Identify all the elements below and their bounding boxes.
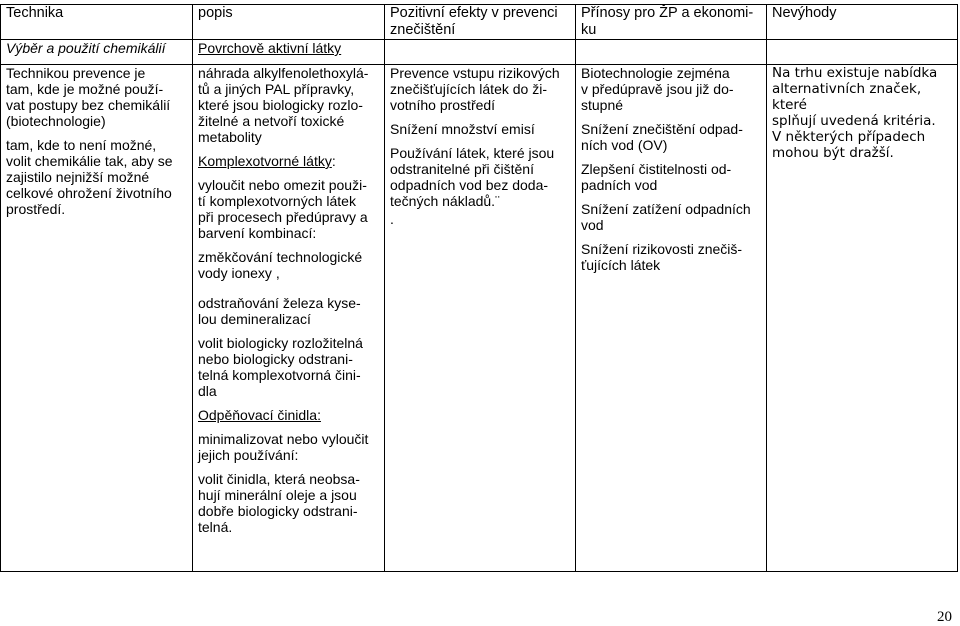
popis-cell bbox=[193, 65, 385, 572]
header-row bbox=[1, 5, 958, 40]
pozitivni-text-1: Prevence vstupu rizikových znečišťujících látek do ži- votního prostředí bbox=[390, 65, 560, 113]
nevyhody-text-1: Na trhu existuje nabídka alternativních značek, které splňují uvedená kritéria. V některých případech mohou být dražší. bbox=[772, 65, 938, 161]
subheader-empty-5 bbox=[767, 40, 958, 65]
pozitivni-cell bbox=[385, 65, 576, 572]
header-technika: Technika bbox=[1, 5, 193, 40]
header-popis: popis bbox=[193, 5, 385, 40]
popis-komplexotvorne-label: Komplexotvorné látky bbox=[198, 153, 332, 169]
subheader-empty-4 bbox=[576, 40, 767, 65]
popis-text-6: volit biologicky rozložitelná nebo biologicky odstrani- telná komplexotvorná čini- dla bbox=[198, 335, 363, 399]
prinosy-text-4: Snížení zatížení odpadních vod bbox=[581, 201, 751, 233]
subheader-pal-label: Povrchově aktivní látky bbox=[198, 40, 342, 56]
popis-text-1: náhrada alkylfenolethoxylá- tů a jiných PAL přípravky, které jsou biologicky rozlo- žitelné a netvoří toxické metabolity bbox=[198, 65, 369, 145]
content-row bbox=[1, 65, 958, 572]
prinosy-text-2: Snížení znečištění odpad- ních vod (OV) bbox=[581, 121, 743, 153]
pozitivni-text-3: Používání látek, které jsou odstranitelné při čištění odpadních vod bez doda- tečných nákladů.¨ bbox=[390, 145, 555, 209]
bat-table bbox=[0, 4, 958, 572]
popis-text-8: minimalizovat nebo vyloučit jejich používání: bbox=[198, 431, 369, 463]
header-pozitivni-efekty: Pozitivní efekty v prevenci znečištění bbox=[385, 5, 576, 40]
popis-text-9: volit činidla, která neobsa- hují minerální oleje a jsou dobře biologicky odstrani- telná. bbox=[198, 471, 360, 535]
subheader-vyber-chemikalii: Výběr a použití chemikálií bbox=[1, 40, 193, 65]
prinosy-text-3: Zlepšení čistitelnosti od- padních vod bbox=[581, 161, 732, 193]
technika-text-1: Technikou prevence je tam, kde je možné použí- vat postupy bez chemikálií (biotechnologie) bbox=[6, 65, 171, 129]
popis-text-3: vyloučit nebo omezit použi- tí komplexotvorných látek při procesech předúpravy a barvení kombinací: bbox=[198, 177, 368, 241]
nevyhody-cell bbox=[767, 65, 958, 572]
prinosy-text-5: Snížení rizikovosti znečiš- ťujících látek bbox=[581, 241, 743, 273]
prinosy-text-1: Biotechnologie zejména v předúpravě jsou již do- stupné bbox=[581, 65, 734, 113]
pozitivni-text-2: Snížení množství emisí bbox=[390, 121, 535, 137]
popis-komplexotvorne-colon: : bbox=[331, 153, 336, 169]
popis-odpenovaci-label: Odpěňovací činidla: bbox=[198, 407, 321, 423]
popis-text-5: odstraňování železa kyse- lou demineralizací bbox=[198, 295, 361, 327]
subheader-row bbox=[1, 40, 958, 65]
page-number: 20 bbox=[937, 609, 952, 625]
header-nevyhody: Nevýhody bbox=[767, 5, 958, 40]
technika-text-2: tam, kde to není možné, volit chemikálie tak, aby se zajistilo nejnižší možné celkové ohrožení životního prostředí. bbox=[6, 137, 173, 217]
pozitivni-text-4: . bbox=[390, 211, 394, 227]
subheader-empty-3 bbox=[385, 40, 576, 65]
popis-komplexotvorne bbox=[198, 153, 379, 169]
prinosy-cell bbox=[576, 65, 767, 572]
header-prinosy: Přínosy pro ŽP a ekonomi- ku bbox=[576, 5, 767, 40]
popis-text-4: změkčování technologické vody ionexy , bbox=[198, 249, 363, 281]
technika-cell bbox=[1, 65, 193, 572]
subheader-pal bbox=[193, 40, 385, 65]
